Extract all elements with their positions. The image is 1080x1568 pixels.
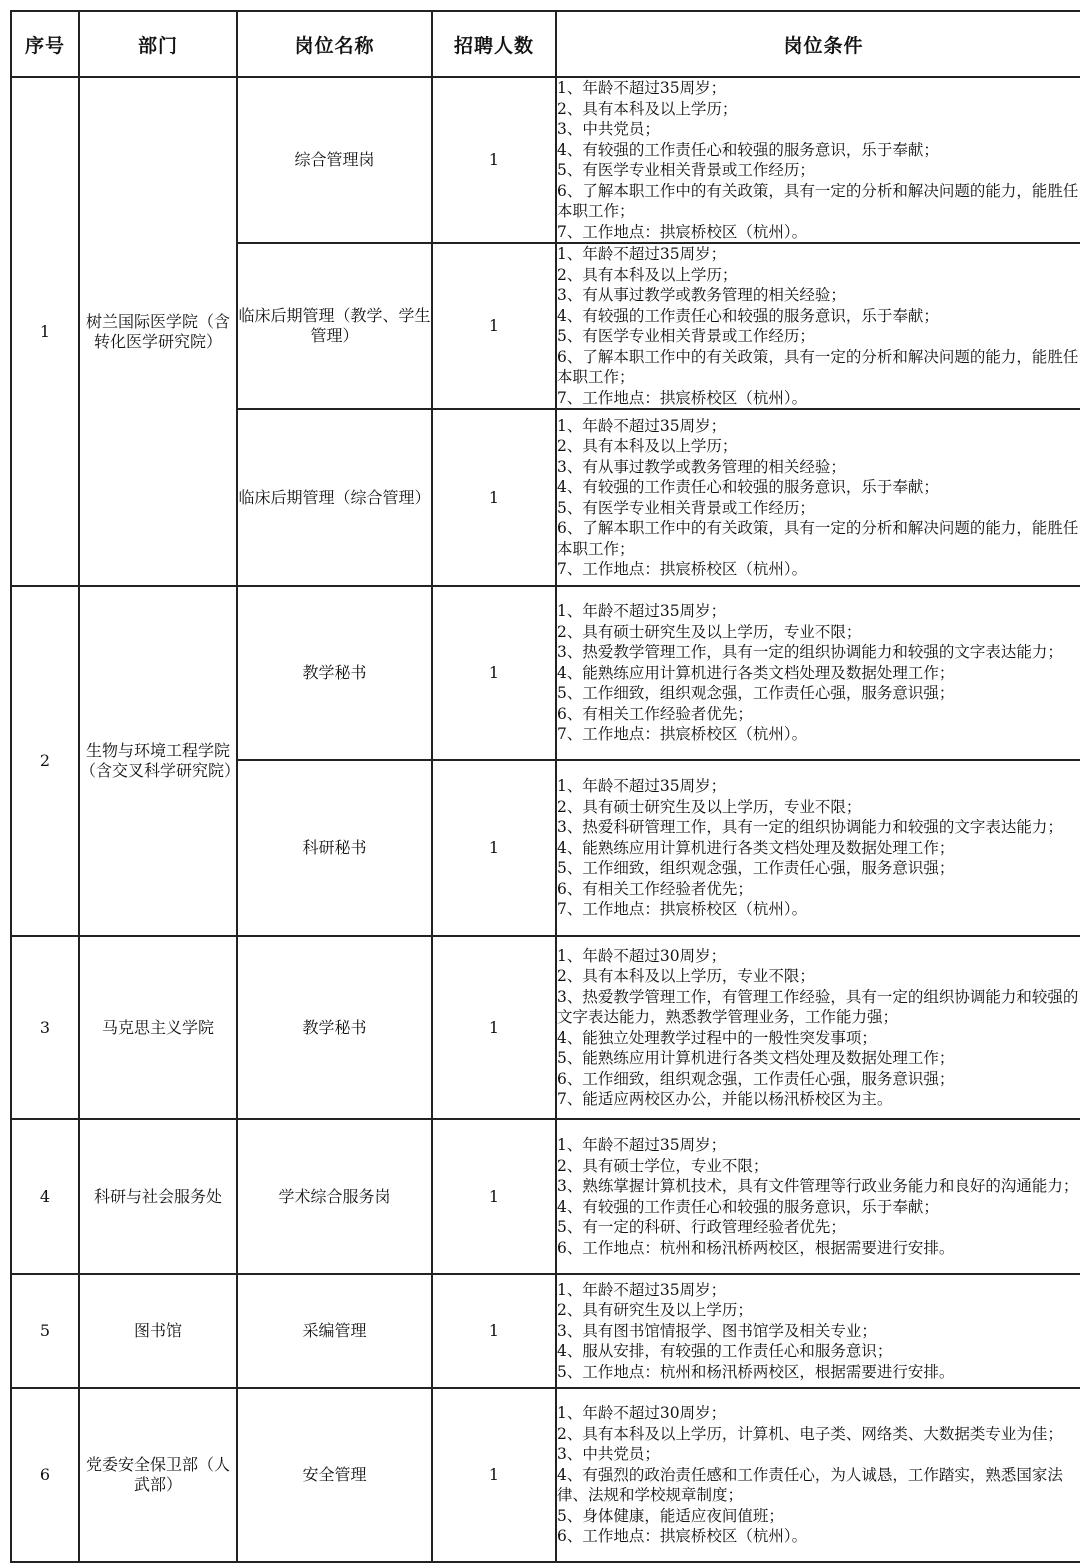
table-row [11,1388,1080,1562]
requirement-item: 6、有相关工作经验者优先； [557,879,753,898]
requirement-item: 4、有较强的工作责任心和较强的服务意识，乐于奉献； [557,478,939,496]
requirement-item: 6、有相关工作经验者优先； [557,704,753,723]
position-name-cell: 临床后期管理（教学、学生管理） [237,243,432,409]
requirement-item: 1、年龄不超过35周岁； [557,1136,727,1154]
hiring-count-cell: 1 [432,1119,556,1274]
requirement-item: 1、年龄不超过35周岁； [557,1280,727,1299]
requirement-item: 5、工作地点：杭州和杨汛桥两校区，根据需要进行安排。 [557,1362,955,1381]
hiring-count-cell: 1 [432,1388,556,1562]
requirement-item: 6、了解本职工作中的有关政策，具有一定的分析和解决问题的能力，能胜任本职工作； [557,347,1079,386]
header-row [11,11,1080,77]
seq-cell: 2 [11,586,79,936]
requirement-item: 2、具有本科及以上学历，计算机、电子类、网络类、大数据类专业为佳； [557,1424,1063,1443]
seq-cell: 3 [11,936,79,1119]
seq-cell: 6 [11,1388,79,1562]
requirement-item: 3、中共党员； [557,120,660,138]
department-cell: 党委安全保卫部（人武部） [79,1388,237,1562]
header-seq: 序号 [11,11,79,77]
header-department: 部门 [79,11,237,77]
requirement-item: 5、有医学专业相关背景或工作经历； [557,327,815,345]
requirement-item: 6、了解本职工作中的有关政策，具有一定的分析和解决问题的能力，能胜任本职工作； [557,181,1079,220]
requirement-item: 5、工作细致，组织观念强，工作责任心强，服务意识强； [557,684,955,703]
hiring-count-cell: 1 [432,77,556,243]
requirement-item: 5、有医学专业相关背景或工作经历； [557,161,815,179]
hiring-count-cell: 1 [432,936,556,1119]
requirements-cell [556,77,1080,243]
requirement-item: 5、能熟练应用计算机进行各类文档处理及数据处理工作； [557,1049,955,1067]
hiring-count-cell: 1 [432,243,556,409]
requirement-item: 6、了解本职工作中的有关政策，具有一定的分析和解决问题的能力，能胜任本职工作； [557,519,1079,558]
requirement-item: 4、有较强的工作责任心和较强的服务意识，乐于奉献； [557,140,939,159]
header-position-name: 岗位名称 [237,11,432,77]
seq-cell: 5 [11,1274,79,1388]
hiring-count-cell: 1 [432,760,556,936]
seq-cell: 4 [11,1119,79,1274]
position-name-cell: 综合管理岗 [237,77,432,243]
requirements-cell [556,1388,1080,1562]
hiring-count-cell: 1 [432,1274,556,1388]
requirement-item: 5、有一定的科研、行政管理经验者优先； [557,1218,846,1236]
requirement-item: 2、具有本科及以上学历； [557,437,738,455]
requirements-cell [556,586,1080,760]
department-cell: 马克思主义学院 [79,936,237,1119]
position-name-cell: 临床后期管理（综合管理） [237,409,432,586]
requirement-item: 7、能适应两校区办公，并能以杨汛桥校区为主。 [557,1090,893,1108]
department-cell: 图书馆 [79,1274,237,1388]
requirement-item: 2、具有本科及以上学历； [557,99,738,118]
requirement-item: 6、工作地点：拱宸桥校区（杭州）。 [557,1527,808,1546]
requirement-item: 5、工作细致，组织观念强，工作责任心强，服务意识强； [557,859,955,878]
requirement-item: 4、有强烈的政治责任感和工作责任心，为人诚恳，工作踏实，熟悉国家法律、法规和学校规章制度； [557,1465,1063,1505]
table-row [11,936,1080,1119]
requirement-item: 4、能独立处理教学过程中的一般性突发事项； [557,1028,877,1047]
table-row [11,1274,1080,1388]
requirement-item: 2、具有本科及以上学历； [557,265,738,284]
table-row [11,77,1080,243]
department-cell: 生物与环境工程学院（含交叉科学研究院） [79,586,237,936]
requirements-cell [556,1119,1080,1274]
header-requirements: 岗位条件 [556,11,1080,77]
requirement-item: 6、工作细致，组织观念强，工作责任心强，服务意识强； [557,1069,955,1088]
table-body [11,77,1080,1562]
requirement-item: 2、具有硕士学位，专业不限； [557,1156,769,1175]
requirement-item: 1、年龄不超过35周岁； [557,245,727,263]
requirement-item: 3、热爱教学管理工作，有管理工作经验，具有一定的组织协调能力和较强的文字表达能力，熟悉教学管理业务，工作能力强； [557,987,1079,1026]
requirement-item: 4、能熟练应用计算机进行各类文档处理及数据处理工作； [557,663,955,682]
hiring-count-cell: 1 [432,409,556,586]
table-row [11,586,1080,760]
requirement-item: 6、工作地点：杭州和杨汛桥两校区，根据需要进行安排。 [557,1238,955,1257]
requirement-item: 2、具有硕士研究生及以上学历，专业不限； [557,797,862,816]
requirement-item: 3、具有图书馆情报学、图书馆学及相关专业； [557,1321,877,1340]
requirement-item: 4、能熟练应用计算机进行各类文档处理及数据处理工作； [557,838,955,857]
requirement-item: 2、具有研究生及以上学历； [557,1301,753,1320]
requirement-item: 2、具有硕士研究生及以上学历，专业不限； [557,622,862,641]
requirement-item: 3、有从事过教学或教务管理的相关经验； [557,457,846,476]
header-hiring-count: 招聘人数 [432,11,556,77]
requirement-item: 1、年龄不超过35周岁； [557,416,727,435]
requirement-item: 7、工作地点：拱宸桥校区（杭州）。 [557,222,808,241]
requirements-cell [556,243,1080,409]
requirement-item: 3、热爱教学管理工作，具有一定的组织协调能力和较强的文字表达能力； [557,643,1063,662]
requirements-cell [556,409,1080,586]
requirement-item: 3、热爱科研管理工作，具有一定的组织协调能力和较强的文字表达能力； [557,818,1063,837]
requirement-item: 3、熟练掌握计算机技术，具有文件管理等行政业务能力和良好的沟通能力； [557,1177,1079,1195]
requirements-cell [556,1274,1080,1388]
requirement-item: 4、服从安排，有较强的工作责任心和服务意识； [557,1342,893,1361]
requirement-item: 5、有医学专业相关背景或工作经历； [557,498,815,517]
requirement-item: 5、身体健康，能适应夜间值班； [557,1506,784,1525]
requirement-item: 4、有较强的工作责任心和较强的服务意识，乐于奉献； [557,306,939,325]
requirement-item: 7、工作地点：拱宸桥校区（杭州）。 [557,388,808,407]
requirements-cell [556,760,1080,936]
requirement-item: 1、年龄不超过35周岁； [557,602,727,621]
requirement-item: 3、有从事过教学或教务管理的相关经验； [557,286,846,304]
position-name-cell: 安全管理 [237,1388,432,1562]
requirement-item: 1、年龄不超过35周岁； [557,79,727,97]
requirement-item: 4、有较强的工作责任心和较强的服务意识，乐于奉献； [557,1197,939,1216]
department-cell: 树兰国际医学院（含转化医学研究院） [79,77,237,586]
seq-cell: 1 [11,77,79,586]
department-cell: 科研与社会服务处 [79,1119,237,1274]
requirements-cell [556,936,1080,1119]
table-row [11,1119,1080,1274]
position-name-cell: 科研秘书 [237,760,432,936]
recruitment-table [10,10,1080,1563]
position-name-cell: 教学秘书 [237,936,432,1119]
requirement-item: 1、年龄不超过30周岁； [557,946,727,965]
requirement-item: 1、年龄不超过30周岁； [557,1404,727,1423]
requirement-item: 7、工作地点：拱宸桥校区（杭州）。 [557,900,808,919]
position-name-cell: 学术综合服务岗 [237,1119,432,1274]
hiring-count-cell: 1 [432,586,556,760]
requirement-item: 7、工作地点：拱宸桥校区（杭州）。 [557,725,808,744]
table-header [11,11,1080,77]
requirement-item: 7、工作地点：拱宸桥校区（杭州）。 [557,560,808,578]
requirement-item: 1、年龄不超过35周岁； [557,777,727,796]
requirement-item: 3、中共党员； [557,1445,660,1464]
position-name-cell: 采编管理 [237,1274,432,1388]
position-name-cell: 教学秘书 [237,586,432,760]
requirement-item: 2、具有本科及以上学历，专业不限； [557,967,815,985]
